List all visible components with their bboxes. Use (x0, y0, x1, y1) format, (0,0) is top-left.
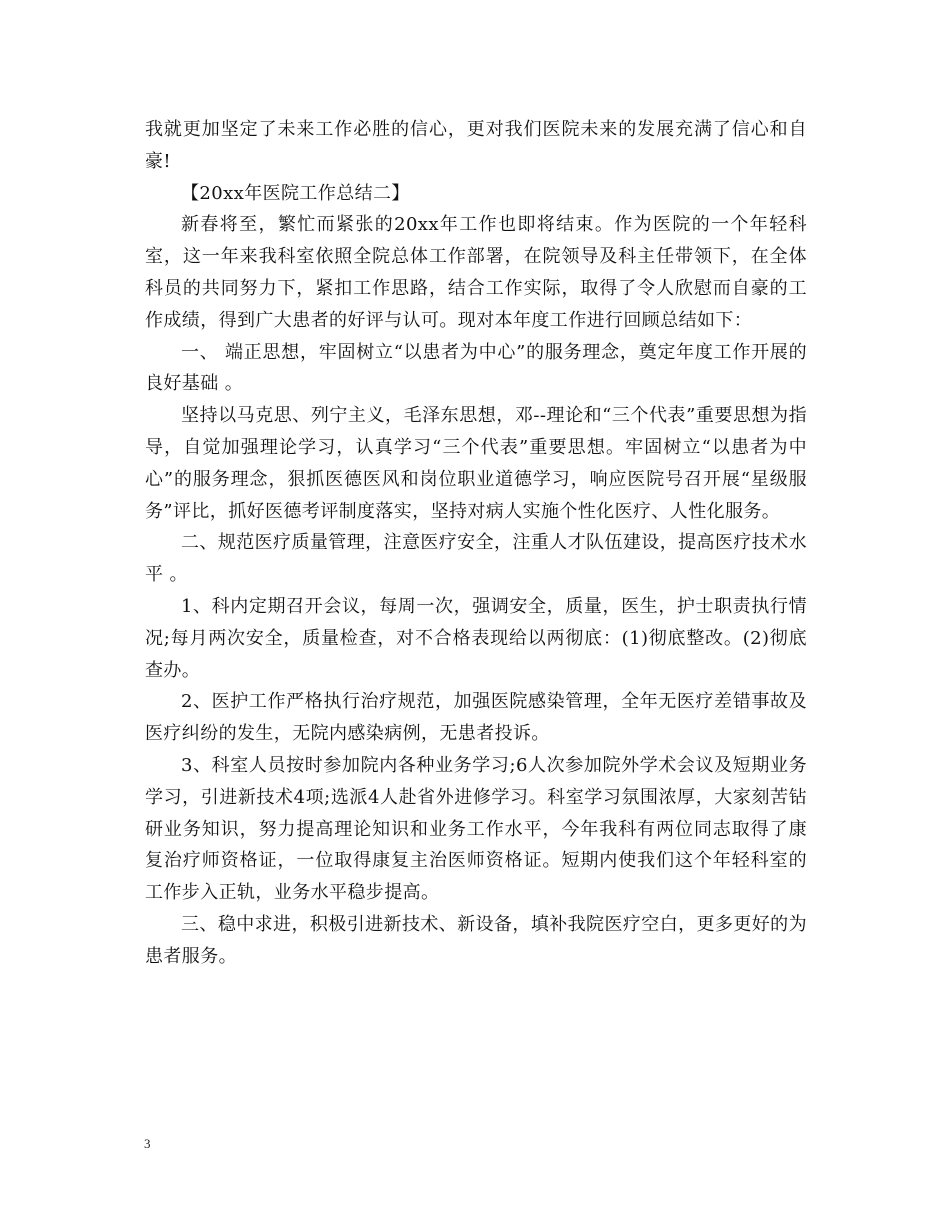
heading-item-two: 二、规范医疗质量管理，注意医疗安全，注重人才队伍建设，提高医疗技术水平 。 (145, 532, 807, 586)
paragraph-item-one: 坚持以马克思、列宁主义，毛泽东思想，邓--理论和“三个代表”重要思想为指导，自觉加强理论学习，认真学习“三个代表”重要思想。牢固树立“以患者为中心”的服务理念，狠抓医德医风和岗位职业道德学习，响应医院号召开展“星级服务”评比，抓好医德考评制度落实，坚持对病人实施个性化医疗、人性化服务。 (145, 405, 807, 522)
paragraph-point-2: 2、医护工作严格执行治疗规范，加强医院感染管理，全年无医疗差错事故及医疗纠纷的发生，无院内感染病例，无患者投诉。 (145, 691, 807, 745)
section-heading: 【20xx年医院工作总结二】 (181, 182, 410, 204)
paragraph-point-3: 3、科室人员按时参加院内各种业务学习;6人次参加院外学术会议及短期业务学习，引进新技术4项;选派4人赴省外进修学习。科室学习氛围浓厚，大家刻苦钻研业务知识，努力提高理论知识和业务工作水平，今年我科有两位同志取得了康复治疗师资格证，一位取得康复主治医师资格证。短期内使我们这个年轻科室的工作步入正轨，业务水平稳步提高。 (145, 754, 807, 904)
paragraph-intro: 新春将至，繁忙而紧张的20xx年工作也即将结束。作为医院的一个年轻科室，这一年来我科室依照全院总体工作部署，在院领导及科主任带领下，在全体科员的共同努力下，紧扣工作思路，结合工作实际，取得了令人欣慰而自豪的工作成绩，得到广大患者的好评与认可。现对本年度工作进行回顾总结如下： (145, 214, 807, 331)
document-body (145, 114, 807, 973)
paragraph-closing: 我就更加坚定了未来工作必胜的信心，更对我们医院未来的发展充满了信心和自豪! (145, 119, 807, 172)
paragraph-point-1: 1、科内定期召开会议，每周一次，强调安全，质量，医生，护士职责执行情况;每月两次安全，质量检查，对不合格表现给以两彻底：(1)彻底整改。(2)彻底查办。 (145, 595, 807, 681)
heading-item-three: 三、稳中求进，积极引进新技术、新设备，填补我院医疗空白，更多更好的为患者服务。 (145, 913, 807, 967)
page-number: 3 (144, 1136, 151, 1151)
heading-item-one: 一、 端正思想，牢固树立“以患者为中心”的服务理念，奠定年度工作开展的良好基础 。 (145, 341, 807, 395)
